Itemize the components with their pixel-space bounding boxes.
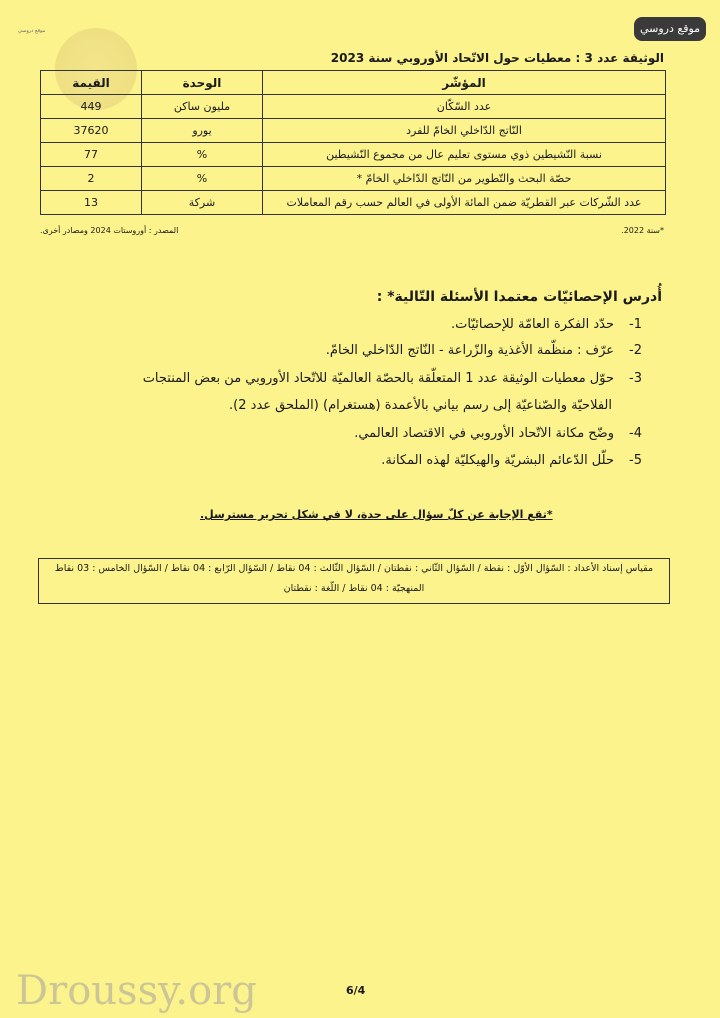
cell-indicator: حصّة البحث والتّطوير من النّاتج الدّاخلي الخامّ * [263, 167, 666, 191]
table-header-row [41, 71, 666, 95]
question-text: وضّح مكانة الاتّحاد الأوروبي في الاقتصاد العالمي. [354, 426, 614, 441]
answer-note: *تقع الإجابة عن كلّ سؤال على حدة، لا في شكل تحرير مسترسل. [200, 508, 553, 521]
table-row [41, 119, 666, 143]
cell-value: 13 [41, 191, 142, 215]
cell-indicator: نسبة النّشيطين ذوي مستوى تعليم عال من مجموع النّشيطين [263, 143, 666, 167]
question-number: 4- [629, 426, 642, 441]
question-1 [451, 317, 642, 332]
question-text: حدّد الفكرة العامّة للإحصائيّات. [451, 317, 614, 332]
grading-line-2: المنهجيّة : 04 نقاط / اللّغة : نقطتان [283, 583, 425, 594]
question-2 [326, 343, 642, 358]
header-value: القيمة [41, 71, 142, 95]
question-text: حوّل معطيات الوثيقة عدد 1 المتعلّقة بالحصّة العالميّة للاتّحاد الأوروبي من بعض المنتجات [142, 371, 614, 386]
cell-unit: يورو [142, 119, 263, 143]
table-row [41, 95, 666, 119]
question-3-continued: الفلاحيّة والصّناعيّة إلى رسم بياني بالأعمدة (هستغرام) (الملحق عدد 2). [229, 398, 612, 413]
cell-indicator: النّاتج الدّاخلي الخامّ للفرد [263, 119, 666, 143]
cell-value: 2 [41, 167, 142, 191]
footnote: *سنة 2022. [621, 226, 664, 235]
cell-indicator: عدد الشّركات عبر القطريّة ضمن المائة الأولى في العالم حسب رقم المعاملات [263, 191, 666, 215]
question-number: 3- [629, 371, 642, 386]
header-unit: الوحدة [142, 71, 263, 95]
cell-value: 37620 [41, 119, 142, 143]
question-text: عرّف : منظّمة الأغذية والزّراعة - النّاتج الدّاخلي الخامّ. [325, 343, 614, 358]
question-4 [354, 426, 642, 441]
source: المصدر : أوروستات 2024 ومصادر أخرى. [40, 226, 179, 235]
table-row [41, 143, 666, 167]
question-5 [381, 453, 642, 468]
cell-value: 77 [41, 143, 142, 167]
tiny-site-label: موقع دروسي [18, 28, 46, 34]
question-number: 2- [629, 343, 642, 358]
question-number: 5- [629, 453, 642, 468]
page-number: 6/4 [346, 984, 366, 997]
question-number: 1- [629, 317, 642, 332]
question-text: حلّل الدّعائم البشريّة والهيكليّة لهذه المكانة. [381, 453, 614, 468]
cell-unit: % [142, 167, 263, 191]
cell-indicator: عدد السّكّان [263, 95, 666, 119]
cell-value: 449 [41, 95, 142, 119]
watermark: Droussy.org [16, 968, 257, 1014]
questions-intro: أُدرس الإحصائيّات معتمدا الأسئلة التّالية* : [376, 289, 662, 305]
cell-unit: مليون ساكن [142, 95, 263, 119]
question-3 [143, 371, 642, 386]
site-badge[interactable]: موقع دروسي [634, 17, 706, 41]
data-table [40, 70, 666, 215]
cell-unit: شركة [142, 191, 263, 215]
header-indicator: المؤشّر [263, 71, 666, 95]
document-title: الوثيقة عدد 3 : معطيات حول الاتّحاد الأوروبي سنة 2023 [330, 51, 664, 65]
cell-unit: % [142, 143, 263, 167]
table-row [41, 191, 666, 215]
grading-line-1: مقياس إسناد الأعداد : السّؤال الأوّل : نقطة / السّؤال الثّاني : نقطتان / السّؤال الثّالث : 04 نقاط / السّؤال الرّابع : 04 نقاط / السّؤال الخامس : 03 نقاط [54, 563, 654, 574]
table-row [41, 167, 666, 191]
grading-box [38, 558, 670, 604]
